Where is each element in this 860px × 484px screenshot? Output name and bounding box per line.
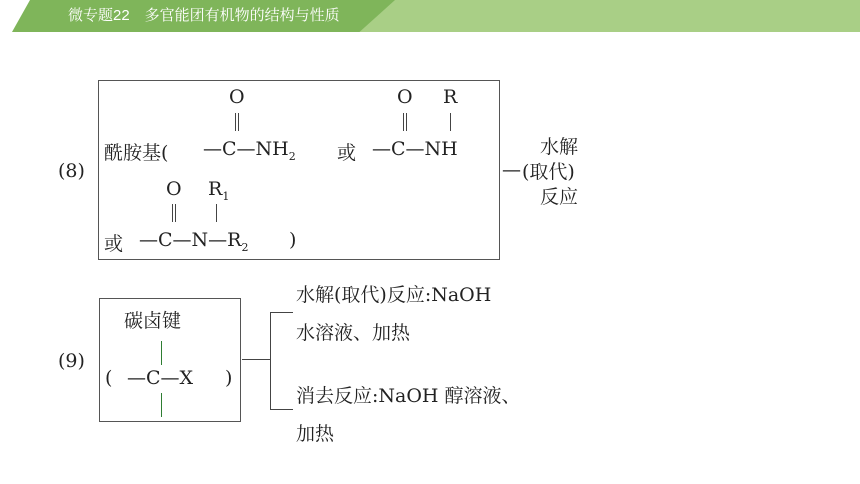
reaction2-line2: 加热 — [296, 423, 335, 445]
item8-reaction-dash: — — [502, 159, 521, 181]
reaction2-line1: 消去反应:NaOH 醇溶液、 — [296, 385, 521, 407]
or-2: 或 — [104, 233, 124, 255]
f2-chain: —C—NH — [372, 138, 458, 160]
item9-formula: —C—X — [127, 367, 194, 389]
item8-number: (8) — [58, 160, 85, 182]
f2-double-bond — [403, 113, 407, 131]
bracket — [270, 312, 293, 410]
item9-formula-open: ( — [105, 367, 113, 389]
f1-double-bond — [235, 113, 239, 131]
f3-oxygen: O — [166, 178, 182, 200]
reaction1-line2: 水溶液、加热 — [296, 322, 411, 344]
item8-reaction-line3: 反应 — [540, 186, 579, 208]
f2-oxygen: O — [397, 86, 413, 108]
bracket-stem — [242, 359, 270, 360]
f1-chain: $—C—NH_2$ — [203, 138, 296, 163]
amide-group-name: 酰胺基( — [104, 142, 169, 164]
f2-r: R — [443, 86, 458, 108]
f3-single-bond — [216, 204, 217, 222]
c-top-bond — [161, 341, 162, 365]
item9-group-name: 碳卤键 — [124, 310, 182, 332]
f1-oxygen: O — [229, 86, 245, 108]
or-1: 或 — [337, 142, 357, 164]
item8-reaction-line2: (取代) — [522, 161, 575, 183]
f3-close: ) — [289, 229, 297, 251]
f2-single-bond — [450, 113, 451, 131]
item9-formula-close: ) — [225, 367, 233, 389]
page-title: 微专题22 多官能团有机物的结构与性质 — [68, 7, 340, 24]
reaction1-line1: 水解(取代)反应:NaOH — [296, 284, 492, 306]
item9-number: (9) — [58, 350, 85, 372]
f3-double-bond — [172, 204, 176, 222]
c-bottom-bond — [161, 393, 162, 417]
f3-chain: $—C—N—R_2$ — [139, 229, 249, 254]
f3-r1: $R_1$ — [208, 178, 230, 203]
item8-reaction-line1: 水解 — [540, 136, 579, 158]
